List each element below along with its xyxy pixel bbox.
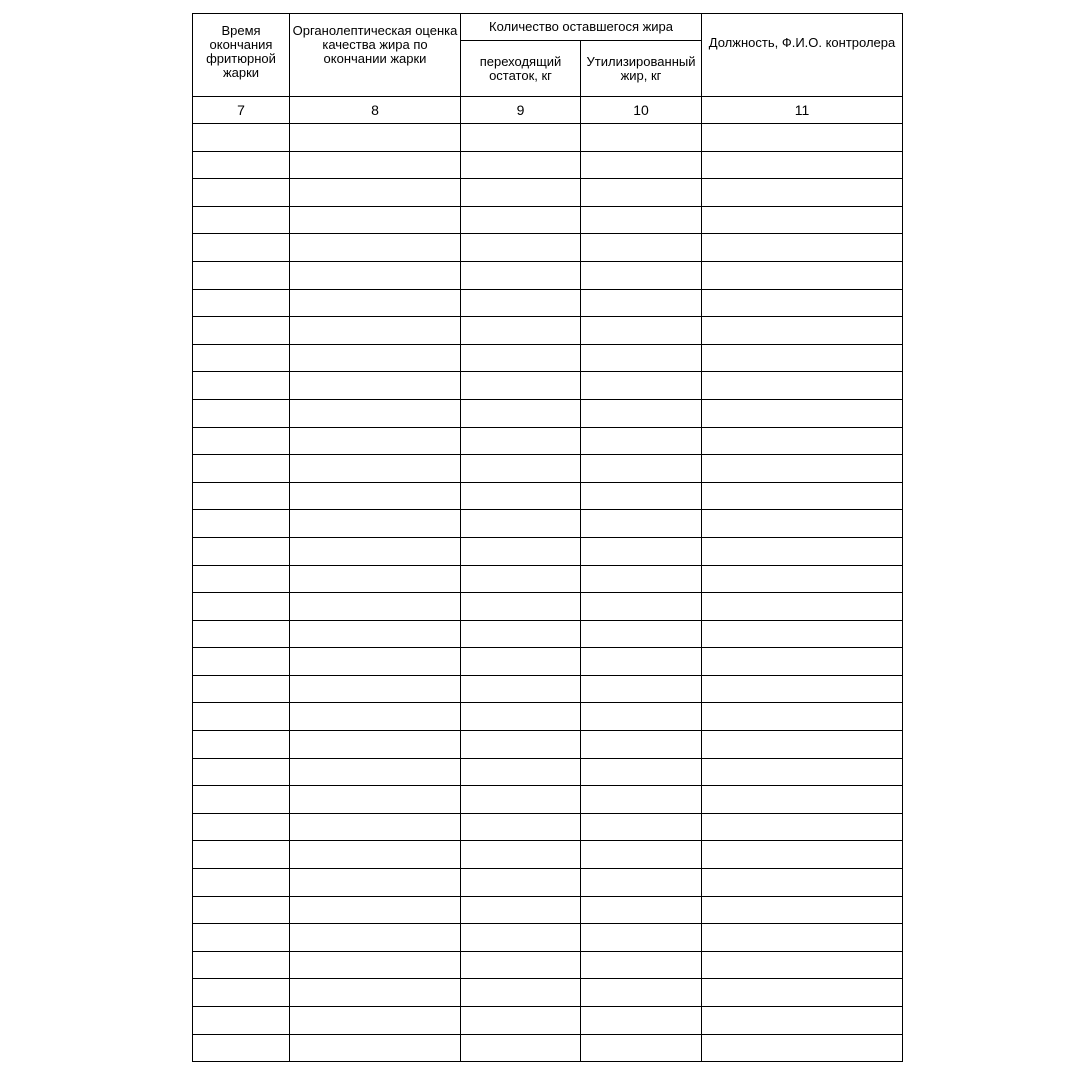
table-cell[interactable] <box>193 510 290 538</box>
column-number: 7 <box>193 97 290 124</box>
table-cell[interactable] <box>702 593 903 621</box>
table-cell[interactable] <box>581 565 702 593</box>
table-cell[interactable] <box>193 951 290 979</box>
table-cell[interactable] <box>461 151 581 179</box>
table-cell[interactable] <box>193 841 290 869</box>
table-cell[interactable] <box>290 675 461 703</box>
table-row <box>193 482 903 510</box>
table-cell[interactable] <box>702 399 903 427</box>
table-row <box>193 317 903 345</box>
table-cell[interactable] <box>193 648 290 676</box>
table-cell[interactable] <box>702 124 903 152</box>
table-cell[interactable] <box>702 951 903 979</box>
table-cell[interactable] <box>461 537 581 565</box>
table-cell[interactable] <box>290 261 461 289</box>
table-cell[interactable] <box>461 758 581 786</box>
table-cell[interactable] <box>290 565 461 593</box>
table-cell[interactable] <box>193 703 290 731</box>
table-cell[interactable] <box>702 869 903 897</box>
table-cell[interactable] <box>702 565 903 593</box>
table-cell[interactable] <box>290 1034 461 1062</box>
table-cell[interactable] <box>702 427 903 455</box>
table-cell[interactable] <box>702 289 903 317</box>
column-number: 10 <box>581 97 702 124</box>
table-cell[interactable] <box>193 372 290 400</box>
table-cell[interactable] <box>461 786 581 814</box>
table-cell[interactable] <box>581 593 702 621</box>
table-row <box>193 841 903 869</box>
table-cell[interactable] <box>290 124 461 152</box>
table-cell[interactable] <box>581 924 702 952</box>
table-cell[interactable] <box>290 234 461 262</box>
table-cell[interactable] <box>193 455 290 483</box>
table-cell[interactable] <box>461 399 581 427</box>
table-row <box>193 372 903 400</box>
table-row <box>193 951 903 979</box>
table-cell[interactable] <box>290 979 461 1007</box>
table-cell[interactable] <box>193 234 290 262</box>
table-cell[interactable] <box>702 648 903 676</box>
table-cell[interactable] <box>193 482 290 510</box>
table-cell[interactable] <box>461 427 581 455</box>
table-cell[interactable] <box>290 924 461 952</box>
table-cell[interactable] <box>461 703 581 731</box>
table-cell[interactable] <box>193 151 290 179</box>
table-cell[interactable] <box>702 510 903 538</box>
table-row <box>193 124 903 152</box>
table-cell[interactable] <box>290 289 461 317</box>
table-cell[interactable] <box>193 731 290 759</box>
fat-control-journal-table <box>192 13 903 1062</box>
table-cell[interactable] <box>193 399 290 427</box>
table-cell[interactable] <box>581 344 702 372</box>
table-row <box>193 675 903 703</box>
table-cell[interactable] <box>193 179 290 207</box>
table-row <box>193 206 903 234</box>
table-row <box>193 620 903 648</box>
table-cell[interactable] <box>461 206 581 234</box>
table-cell[interactable] <box>581 289 702 317</box>
table-cell[interactable] <box>461 482 581 510</box>
table-cell[interactable] <box>581 427 702 455</box>
table-cell[interactable] <box>702 261 903 289</box>
column-number: 9 <box>461 97 581 124</box>
table-cell[interactable] <box>581 510 702 538</box>
table-cell[interactable] <box>461 124 581 152</box>
table-cell[interactable] <box>193 344 290 372</box>
table-cell[interactable] <box>702 206 903 234</box>
table-cell[interactable] <box>581 455 702 483</box>
header-remaining-fat-group: Количество оставшегося жира <box>461 14 702 41</box>
table-row <box>193 1034 903 1062</box>
table-cell[interactable] <box>461 841 581 869</box>
table-row <box>193 179 903 207</box>
table-cell[interactable] <box>461 951 581 979</box>
table-cell[interactable] <box>290 896 461 924</box>
table-cell[interactable] <box>290 1007 461 1035</box>
table-cell[interactable] <box>290 648 461 676</box>
table-cell[interactable] <box>581 206 702 234</box>
table-row <box>193 896 903 924</box>
table-row <box>193 565 903 593</box>
table-row <box>193 427 903 455</box>
table-cell[interactable] <box>702 482 903 510</box>
header-disposed-fat: Утилизированный жир, кг <box>581 41 702 97</box>
table-cell[interactable] <box>702 372 903 400</box>
table-row <box>193 703 903 731</box>
table-cell[interactable] <box>193 620 290 648</box>
table-cell[interactable] <box>290 179 461 207</box>
table-cell[interactable] <box>581 537 702 565</box>
table-row <box>193 344 903 372</box>
table-row <box>193 758 903 786</box>
table-row <box>193 399 903 427</box>
table-row <box>193 1007 903 1035</box>
table-cell[interactable] <box>193 1007 290 1035</box>
table-row <box>193 869 903 897</box>
table-cell[interactable] <box>461 813 581 841</box>
table-cell[interactable] <box>290 813 461 841</box>
table-cell[interactable] <box>290 869 461 897</box>
table-row <box>193 731 903 759</box>
table-row <box>193 510 903 538</box>
column-number-row <box>193 97 903 124</box>
table-cell[interactable] <box>581 813 702 841</box>
table-cell[interactable] <box>581 841 702 869</box>
table-cell[interactable] <box>581 896 702 924</box>
table-cell[interactable] <box>193 1034 290 1062</box>
table-cell[interactable] <box>461 179 581 207</box>
table-row <box>193 979 903 1007</box>
table-cell[interactable] <box>193 786 290 814</box>
table-cell[interactable] <box>290 372 461 400</box>
table-row <box>193 289 903 317</box>
table-cell[interactable] <box>461 261 581 289</box>
table-cell[interactable] <box>290 703 461 731</box>
table-cell[interactable] <box>461 1007 581 1035</box>
table-cell[interactable] <box>702 758 903 786</box>
table-header <box>193 14 903 124</box>
table-row <box>193 648 903 676</box>
table-cell[interactable] <box>581 758 702 786</box>
table-row <box>193 234 903 262</box>
table-cell[interactable] <box>193 675 290 703</box>
table-row <box>193 261 903 289</box>
table-cell[interactable] <box>290 455 461 483</box>
table-cell[interactable] <box>290 427 461 455</box>
table-cell[interactable] <box>581 731 702 759</box>
table-cell[interactable] <box>461 317 581 345</box>
table-cell[interactable] <box>581 124 702 152</box>
table-cell[interactable] <box>461 593 581 621</box>
table-cell[interactable] <box>702 813 903 841</box>
table-body <box>193 124 903 1062</box>
table-cell[interactable] <box>193 427 290 455</box>
header-row-top <box>193 14 903 41</box>
table-cell[interactable] <box>581 372 702 400</box>
table-cell[interactable] <box>461 648 581 676</box>
table-cell[interactable] <box>461 234 581 262</box>
table-cell[interactable] <box>581 869 702 897</box>
table-cell[interactable] <box>581 620 702 648</box>
table-cell[interactable] <box>702 841 903 869</box>
table-cell[interactable] <box>461 869 581 897</box>
table-cell[interactable] <box>461 620 581 648</box>
table-cell[interactable] <box>461 1034 581 1062</box>
table-cell[interactable] <box>702 675 903 703</box>
table-cell[interactable] <box>290 841 461 869</box>
header-controller-name: Должность, Ф.И.О. контролера <box>702 14 903 97</box>
table-cell[interactable] <box>290 510 461 538</box>
table-cell[interactable] <box>702 344 903 372</box>
table-cell[interactable] <box>461 344 581 372</box>
table-cell[interactable] <box>581 786 702 814</box>
table-cell[interactable] <box>193 896 290 924</box>
table-cell[interactable] <box>461 979 581 1007</box>
table-cell[interactable] <box>290 786 461 814</box>
table-cell[interactable] <box>581 703 702 731</box>
table-cell[interactable] <box>702 896 903 924</box>
header-organoleptic-assessment: Органолептическая оценка качества жира по окончании жарки <box>290 14 461 97</box>
table-cell[interactable] <box>702 620 903 648</box>
table-cell[interactable] <box>702 731 903 759</box>
table-cell[interactable] <box>193 593 290 621</box>
table-cell[interactable] <box>290 731 461 759</box>
table-cell[interactable] <box>702 703 903 731</box>
table-row <box>193 813 903 841</box>
table-cell[interactable] <box>290 151 461 179</box>
table-row <box>193 924 903 952</box>
table-row <box>193 455 903 483</box>
table-cell[interactable] <box>193 758 290 786</box>
table-cell[interactable] <box>290 399 461 427</box>
table-cell[interactable] <box>581 234 702 262</box>
table-cell[interactable] <box>461 731 581 759</box>
table-cell[interactable] <box>193 261 290 289</box>
table-cell[interactable] <box>581 675 702 703</box>
table-cell[interactable] <box>581 261 702 289</box>
table-cell[interactable] <box>581 1034 702 1062</box>
table-cell[interactable] <box>702 979 903 1007</box>
header-end-time: Время окончания фритюрной жарки <box>193 14 290 97</box>
table-cell[interactable] <box>193 206 290 234</box>
table-row <box>193 537 903 565</box>
table-cell[interactable] <box>193 537 290 565</box>
table-cell[interactable] <box>461 510 581 538</box>
table-cell[interactable] <box>290 537 461 565</box>
table-cell[interactable] <box>193 813 290 841</box>
column-number: 8 <box>290 97 461 124</box>
table-cell[interactable] <box>193 289 290 317</box>
table-cell[interactable] <box>290 620 461 648</box>
table-cell[interactable] <box>290 206 461 234</box>
table-cell[interactable] <box>702 1034 903 1062</box>
table-cell[interactable] <box>581 399 702 427</box>
table-cell[interactable] <box>461 675 581 703</box>
table-cell[interactable] <box>581 179 702 207</box>
table-cell[interactable] <box>461 455 581 483</box>
table-cell[interactable] <box>193 924 290 952</box>
table-cell[interactable] <box>581 317 702 345</box>
column-number: 11 <box>702 97 903 124</box>
table-cell[interactable] <box>290 951 461 979</box>
table-cell[interactable] <box>702 537 903 565</box>
table-cell[interactable] <box>702 786 903 814</box>
table-cell[interactable] <box>581 1007 702 1035</box>
table-cell[interactable] <box>461 924 581 952</box>
table-cell[interactable] <box>193 317 290 345</box>
table-row <box>193 151 903 179</box>
table-cell[interactable] <box>193 565 290 593</box>
table-cell[interactable] <box>290 758 461 786</box>
table-cell[interactable] <box>581 151 702 179</box>
table-cell[interactable] <box>702 179 903 207</box>
table-row <box>193 786 903 814</box>
table-cell[interactable] <box>702 234 903 262</box>
table-cell[interactable] <box>461 289 581 317</box>
table-cell[interactable] <box>193 979 290 1007</box>
table-cell[interactable] <box>461 565 581 593</box>
table-cell[interactable] <box>581 979 702 1007</box>
header-carryover-remainder: переходящий остаток, кг <box>461 41 581 97</box>
table-cell[interactable] <box>290 593 461 621</box>
table-cell[interactable] <box>193 869 290 897</box>
table-cell[interactable] <box>581 648 702 676</box>
table-cell[interactable] <box>290 482 461 510</box>
table-cell[interactable] <box>702 924 903 952</box>
table-cell[interactable] <box>581 482 702 510</box>
table-cell[interactable] <box>702 317 903 345</box>
table-cell[interactable] <box>193 124 290 152</box>
table-cell[interactable] <box>581 951 702 979</box>
table-cell[interactable] <box>290 344 461 372</box>
table-cell[interactable] <box>461 372 581 400</box>
table-cell[interactable] <box>702 455 903 483</box>
table-cell[interactable] <box>290 317 461 345</box>
table-cell[interactable] <box>702 151 903 179</box>
table-cell[interactable] <box>461 896 581 924</box>
table-cell[interactable] <box>702 1007 903 1035</box>
table-row <box>193 593 903 621</box>
